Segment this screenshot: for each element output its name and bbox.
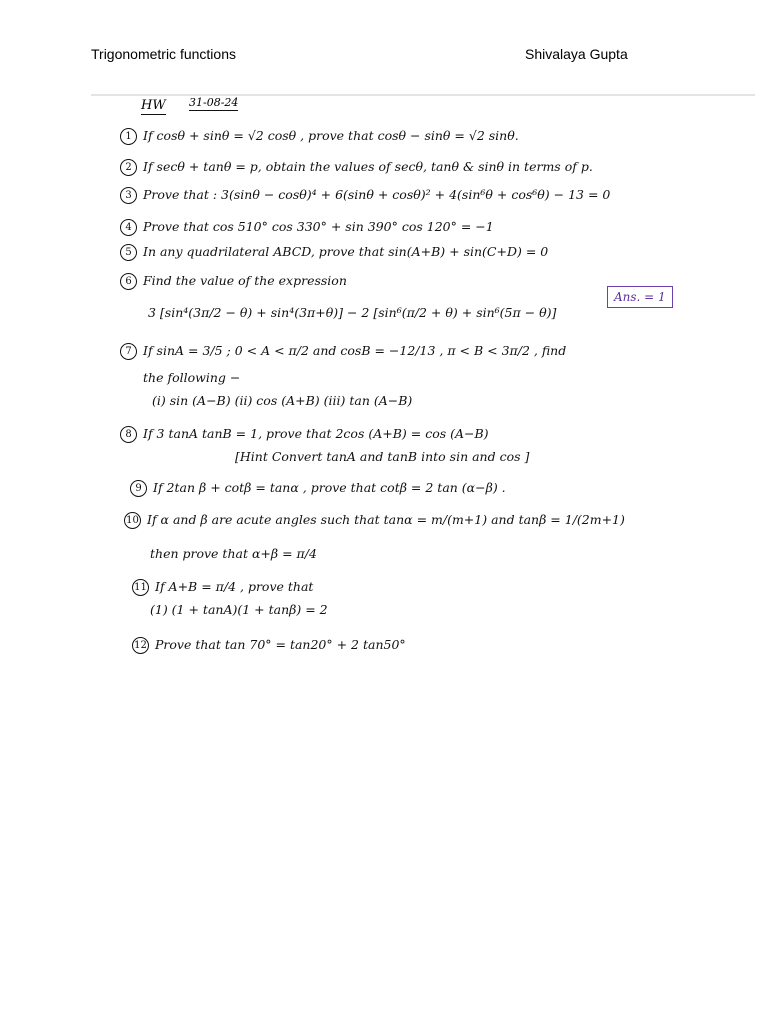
question-10-line-2: then prove that α+β = π/4 xyxy=(150,546,317,561)
question-number: 6 xyxy=(120,273,137,290)
document-title: Trigonometric functions xyxy=(91,46,236,62)
question-number: 5 xyxy=(120,244,137,261)
question-text: If secθ + tanθ = p, obtain the values of secθ, tanθ & sinθ in terms of p. xyxy=(143,159,593,174)
question-text: If A+B = π/4 , prove that xyxy=(155,579,314,594)
question-text: In any quadrilateral ABCD, prove that sin(A+B) + sin(C+D) = 0 xyxy=(143,244,549,259)
question-number: 4 xyxy=(120,219,137,236)
question-number: 12 xyxy=(132,637,149,654)
question-2 xyxy=(120,159,593,176)
question-text: Prove that tan 70° = tan20° + 2 tan50° xyxy=(155,637,406,652)
question-12 xyxy=(132,637,406,654)
question-text: Prove that : 3(sinθ − cosθ)⁴ + 6(sinθ + cosθ)² + 4(sin⁶θ + cos⁶θ) − 13 = 0 xyxy=(143,187,611,202)
question-number: 1 xyxy=(120,128,137,145)
question-1 xyxy=(120,128,519,145)
question-8 xyxy=(120,426,489,443)
question-5 xyxy=(120,244,548,261)
question-number: 10 xyxy=(124,512,141,529)
question-3 xyxy=(120,187,610,204)
question-text: If 3 tanA tanB = 1, prove that 2cos (A+B) = cos (A−B) xyxy=(143,426,489,441)
question-text: Prove that cos 510° cos 330° + sin 390° cos 120° = −1 xyxy=(143,219,494,234)
question-9 xyxy=(130,480,506,497)
answer-box: Ans. = 1 xyxy=(607,286,673,308)
question-number: 11 xyxy=(132,579,149,596)
question-7-line-2: the following − xyxy=(143,370,241,385)
homework-label: HW xyxy=(141,98,166,113)
question-number: 3 xyxy=(120,187,137,204)
question-number: 2 xyxy=(120,159,137,176)
question-number: 9 xyxy=(130,480,147,497)
question-11-part: (1) (1 + tanA)(1 + tanβ) = 2 xyxy=(150,602,328,617)
question-6 xyxy=(120,273,347,290)
question-text: If 2tan β + cotβ = tanα , prove that cotβ = 2 tan (α−β) . xyxy=(153,480,506,495)
question-text: If α and β are acute angles such that tanα = m/(m+1) and tanβ = 1/(2m+1) xyxy=(147,512,625,527)
question-4 xyxy=(120,219,494,236)
question-8-hint: [Hint Convert tanA and tanB into sin and cos ] xyxy=(235,449,530,464)
question-number: 8 xyxy=(120,426,137,443)
question-text: If cosθ + sinθ = √2 cosθ , prove that cosθ − sinθ = √2 sinθ. xyxy=(143,128,519,143)
question-7 xyxy=(120,343,566,360)
question-text: Find the value of the expression xyxy=(143,273,347,288)
question-number: 7 xyxy=(120,343,137,360)
question-10 xyxy=(124,512,625,529)
homework-date: 31-08-24 xyxy=(189,96,239,109)
document-author: Shivalaya Gupta xyxy=(525,46,628,62)
question-11 xyxy=(132,579,313,596)
question-7-parts: (i) sin (A−B) (ii) cos (A+B) (iii) tan (A−B) xyxy=(152,393,413,408)
question-text: If sinA = 3/5 ; 0 < A < π/2 and cosB = −12/13 , π < B < 3π/2 , find xyxy=(143,343,567,358)
question-6-expression: 3 [sin⁴(3π/2 − θ) + sin⁴(3π+θ)] − 2 [sin⁶(π/2 + θ) + sin⁶(5π − θ)] xyxy=(148,305,557,320)
